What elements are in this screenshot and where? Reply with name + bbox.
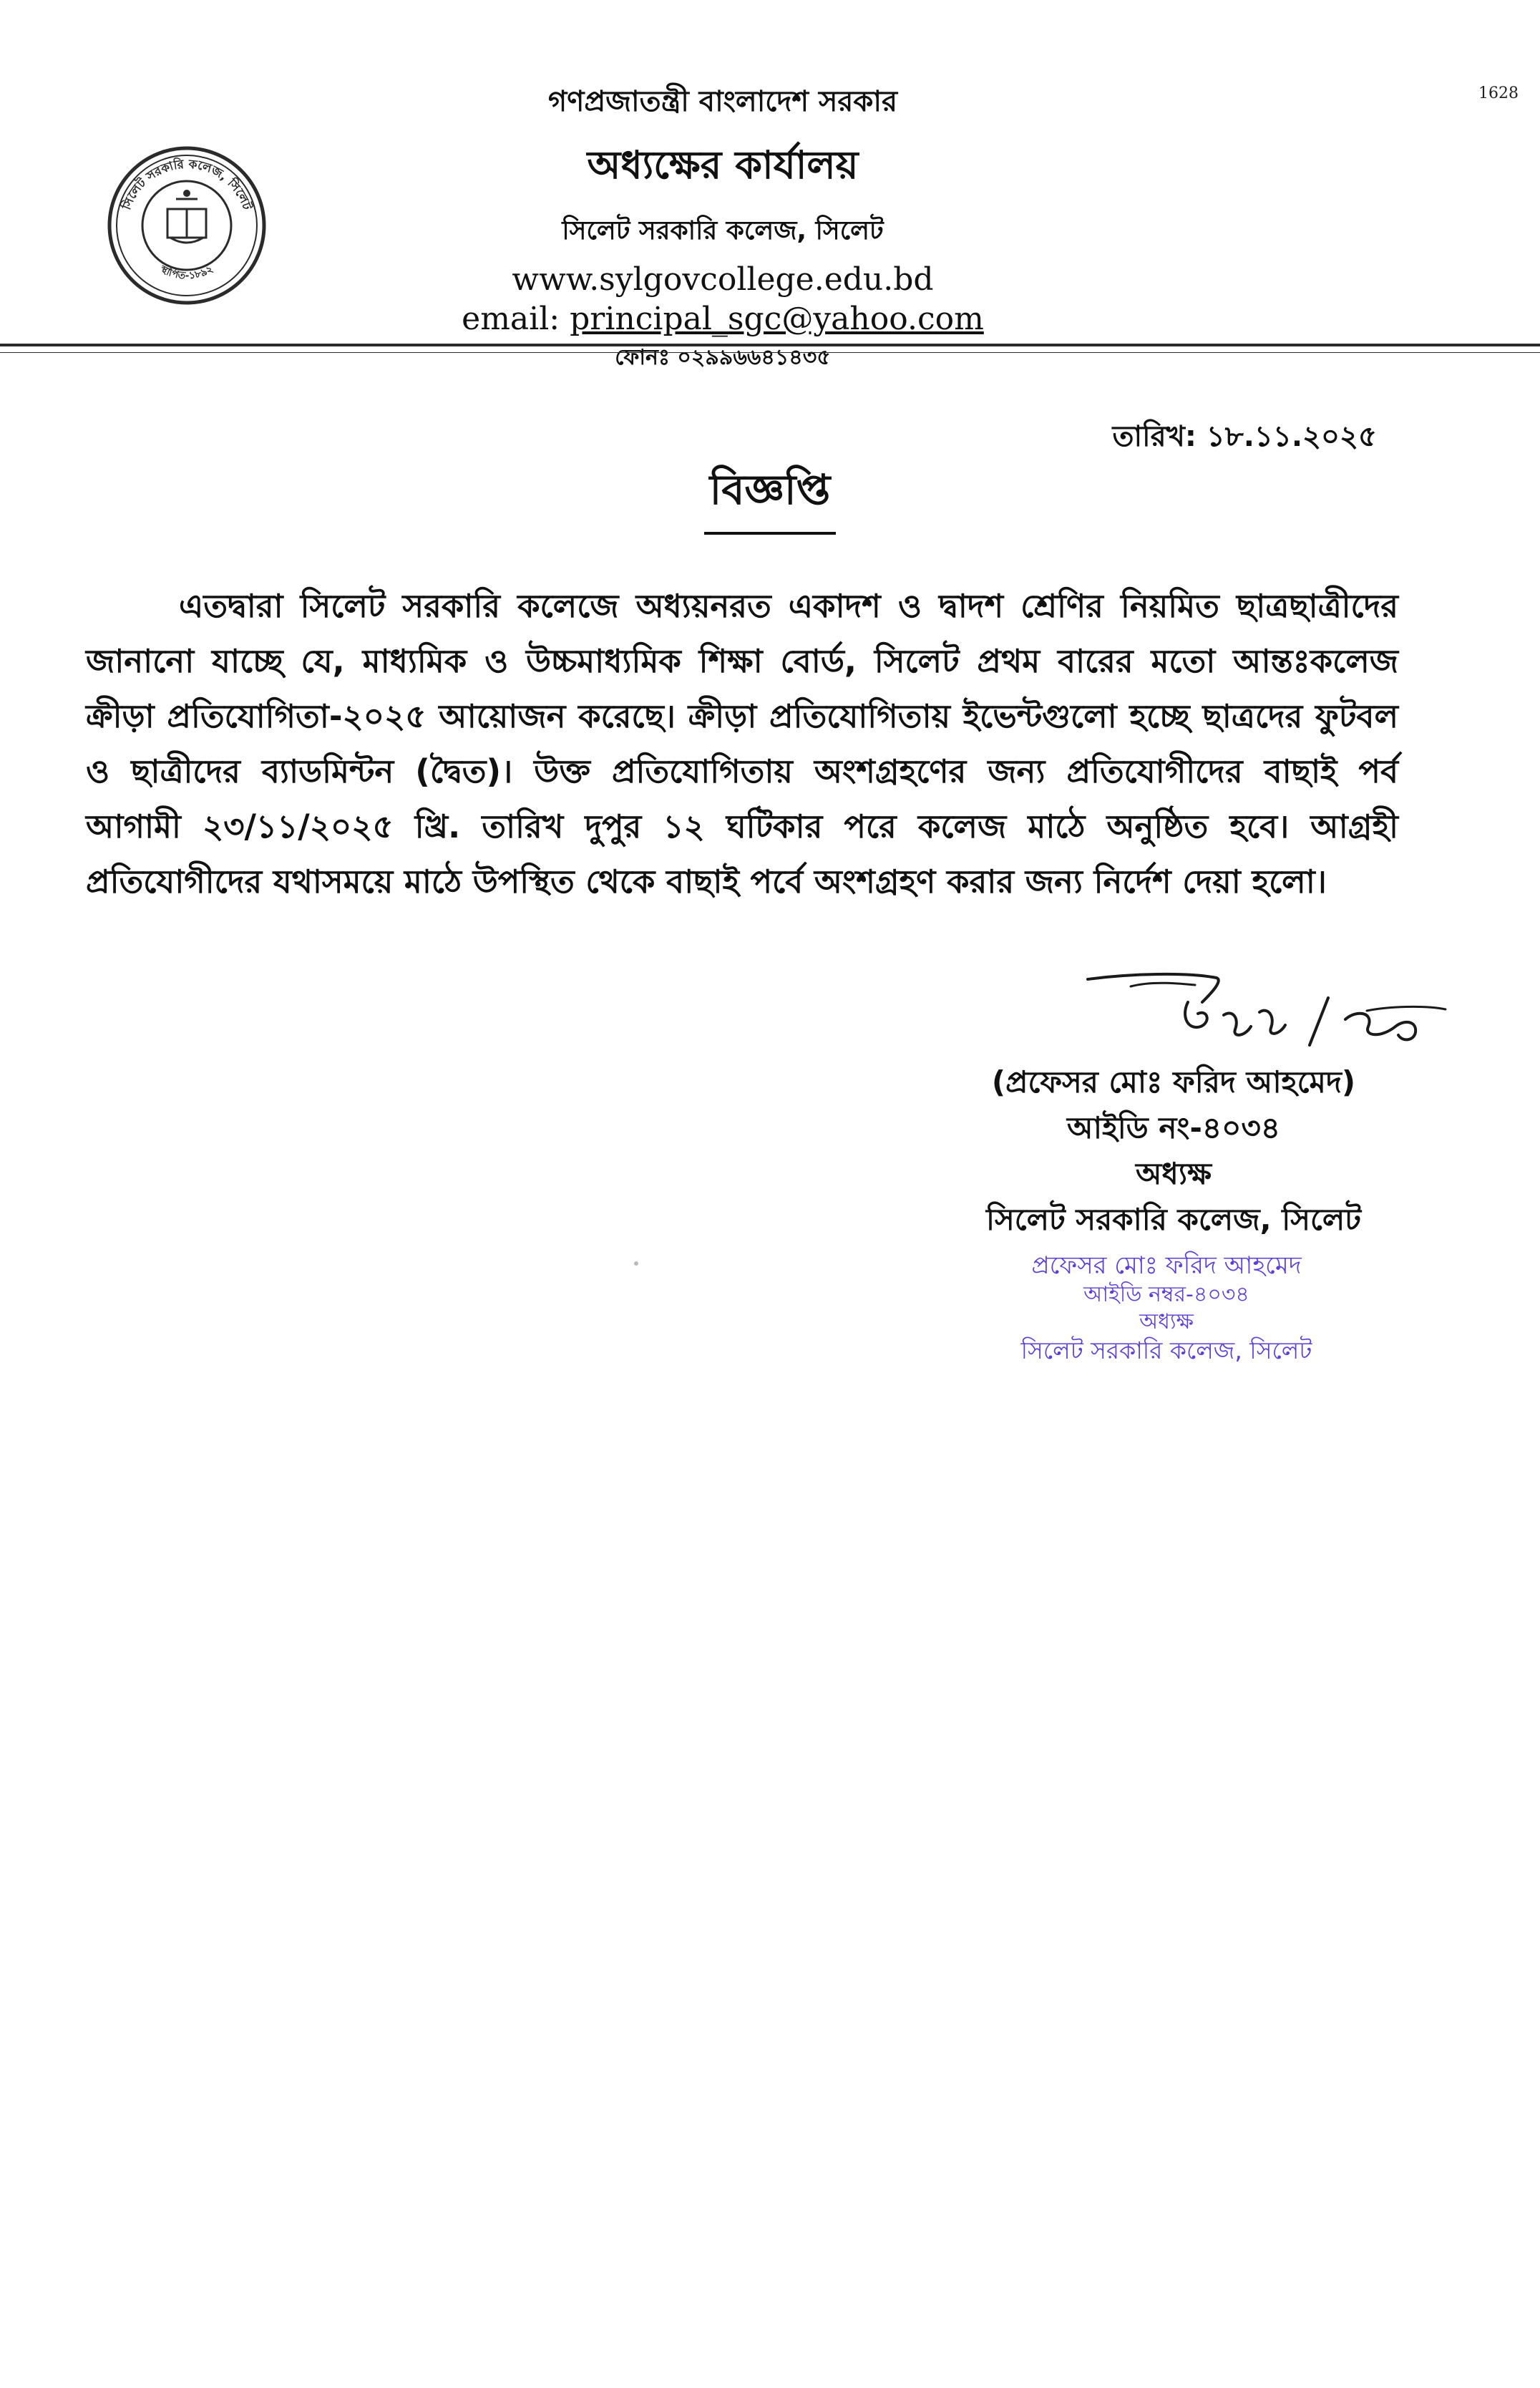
signatory-designation: অধ্যক্ষ (1135, 1156, 1212, 1191)
email-line (401, 301, 1045, 337)
stamp-line-id: আইডি নম্বর-৪০৩৪ (1083, 1282, 1249, 1307)
notice-title-wrap (0, 458, 1540, 535)
college-seal-icon (104, 143, 269, 308)
handwritten-signature (1045, 952, 1488, 1067)
college-name: সিলেট সরকারি কলেজ, সিলেট (562, 216, 884, 246)
email-label: email: (462, 301, 560, 337)
government-name: গণপ্রজাতন্ত্রী বাংলাদেশ সরকার (548, 85, 897, 118)
email-address: principal_sgc@yahoo.com (570, 301, 984, 337)
svg-text:সিলেট সরকারি কলেজ, সিলেট: সিলেট সরকারি কলেজ, সিলেট (120, 157, 254, 212)
header-divider-thin (0, 352, 1540, 353)
signatory-name: (প্রফেসর মোঃ ফরিদ আহমেদ) (991, 1064, 1356, 1100)
page-number: 1628 (1478, 84, 1519, 102)
letterhead (401, 79, 1045, 377)
signatory-id: আইডি নং-৪০৩৪ (1066, 1110, 1281, 1145)
header-divider (0, 344, 1540, 346)
svg-text:স্থাপিত-১৮৯২: স্থাপিত-১৮৯২ (158, 263, 215, 282)
notice-date: তারিখ: ১৮.১১.২০২৫ (1112, 420, 1377, 453)
website-url: www.sylgovcollege.edu.bd (512, 261, 934, 298)
stamp-line-name: প্রফেসর মোঃ ফরিদ আহমেদ (1031, 1251, 1302, 1280)
paper-speck (634, 1261, 638, 1266)
signatory-institution: সিলেট সরকারি কলেজ, সিলেট (985, 1202, 1362, 1237)
notice-title: বিজ্ঞপ্তি (704, 458, 837, 535)
stamp-line-institution: সিলেট সরকারি কলেজ, সিলেট (1020, 1336, 1312, 1364)
office-name: অধ্যক্ষের কার্যালয় (587, 142, 859, 188)
stamp-line-designation: অধ্যক্ষ (1139, 1309, 1194, 1334)
phone-number: ফোনঃ ০২৯৯৬৬৪১৪৩৫ (615, 345, 831, 370)
signature-block (895, 1059, 1453, 1243)
notice-body: এতদ্বারা সিলেট সরকারি কলেজে অধ্যয়নরত একাদশ ও দ্বাদশ শ্রেণির নিয়মিত ছাত্রছাত্রীদের জানানো যাচ্ছে যে, মাধ্যমিক ও উচ্চমাধ্যমিক শিক্ষা বোর্ড, সিলেট প্রথম বারের মতো আন্তঃকলেজ ক্রীড়া প্রতিযোগিতা-২০২৫ আয়োজন করেছে। ক্রীড়া প্রতিযোগিতায় ইভেন্টগুলো হচ্ছে ছাত্রদের ফুটবল ও ছাত্রীদের ব্যাডমিন্টন (দ্বৈত)। উক্ত প্রতিযোগিতায় অংশগ্রহণের জন্য প্রতিযোগীদের বাছাই পর্ব আগামী ২৩/১১/২০২৫ খ্রি. তারিখ দুপুর ১২ ঘটিকার পরে কলেজ মাঠে অনুষ্ঠিত হবে। আগ্রহী প্রতিযোগীদের যথাসময়ে মাঠে উপস্থিত থেকে বাছাই পর্বে অংশগ্রহণ করার জন্য নির্দেশ দেয়া হলো। (86, 587, 1398, 901)
official-stamp (945, 1250, 1388, 1366)
